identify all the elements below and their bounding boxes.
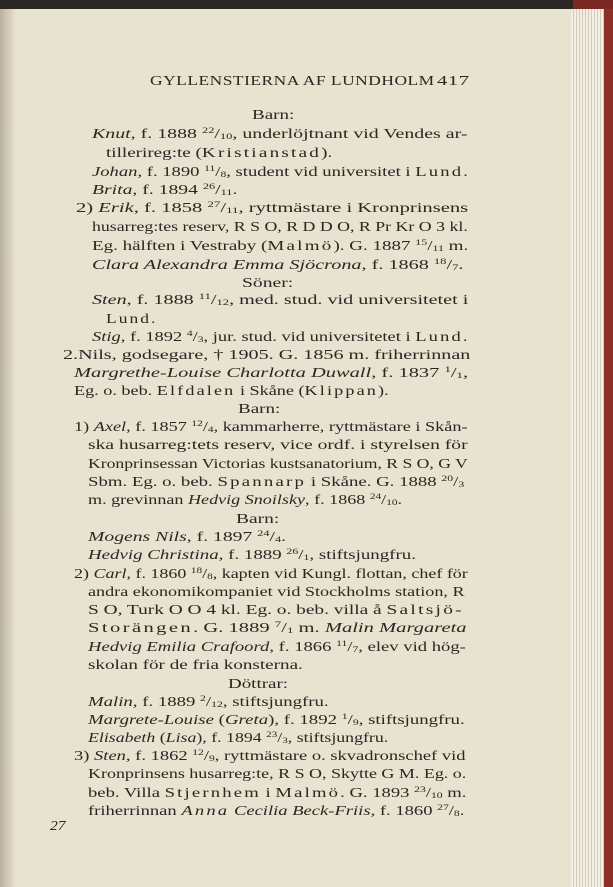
entry-line: ska husarreg:tets reserv, vice ordf. i styrelsen för (88, 437, 468, 452)
entry-line: 1) Axel, f. 1857 $^{12}/_4$, kammarherre, ryttmästare i Skån- (74, 418, 468, 434)
entry-line: 2) Erik, f. 1858 $^{27}/_{11}$, ryttmästare i Kronprinsens (76, 199, 469, 215)
entry-line: Kronprinsens husarreg:te, R S O, Skytte G M. Eg. o. (88, 766, 467, 781)
entry-line: Knut, f. 1888 $^{22}/_{10}$, underlöjtnant vid Vendes ar- (92, 125, 468, 141)
entry-line: beb. Villa Stjernhem i Malmö. G. 1893 $^{23}/_{10}$ m. (88, 784, 467, 800)
entry-line: friherrinnan Anna Cecilia Beck-Friis, f. 1860 $^{27}/_8$. (88, 802, 465, 818)
entry-line: Margrethe-Louise Charlotta Duwall, f. 1837 $^1/_1$, (74, 364, 469, 380)
entry-line: tillerireg:te (Kristianstad). (106, 145, 333, 160)
entry-line: Elisabeth (Lisa), f. 1894 $^{23}/_3$, stiftsjungfru. (88, 729, 389, 745)
entry-line: Clara Alexandra Emma Sjöcrona, f. 1868 $^{18}/_7$. (92, 256, 464, 272)
entry-line: Sten, f. 1888 $^{11}/_{12}$, med. stud. vid universitetet i (92, 291, 469, 307)
entry-line: Malin, f. 1889 $^2/_{12}$, stiftsjungfru. (88, 693, 329, 709)
running-header: GYLLENSTIERNA AF LUNDHOLM (150, 73, 435, 88)
entry-line: 2) Carl, f. 1860 $^{18}/_8$, kapten vid Kungl. flottan, chef för (74, 565, 468, 581)
entry-line: 2.Nils, godsegare, † 1905. G. 1856 m. friherrinnan (63, 347, 471, 362)
heading-dottrar: Döttrar: (228, 676, 289, 691)
entry-line: Eg. hälften i Vestraby (Malmö). G. 1887 $^{15}/_{11}$ m. (92, 237, 469, 253)
heading-barn: Barn: (238, 401, 281, 416)
entry-line: 3) Sten, f. 1862 $^{12}/_9$, ryttmästare o. skvadronschef vid (74, 747, 466, 763)
entry-line: husarreg:tes reserv, R S O, R D D O, R Pr Kr O 3 kl. (92, 219, 468, 234)
entry-line: Mogens Nils, f. 1897 $^{24}/_4$. (88, 528, 287, 544)
entry-line: Stig, f. 1892 $^4/_3$, jur. stud. vid universitetet i Lund. (92, 328, 468, 344)
book-top-edge (0, 0, 613, 9)
heading-barn: Barn: (236, 511, 280, 526)
entry-line: Eg. o. beb. Elfdalen i Skåne (Klippan). (74, 383, 389, 398)
entry-line: Kronprinsessan Victorias kustsanatorium, R S O, G V (88, 456, 468, 471)
entry-line: Hedvig Christina, f. 1889 $^{26}/_1$, stiftsjungfru. (88, 546, 416, 562)
entry-line: Storängen. G. 1889 $^7/_1$ m. Malin Margareta (88, 619, 467, 635)
book-cover-edge (604, 9, 613, 887)
gutter-shadow (0, 9, 16, 887)
page-number: 417 (437, 73, 470, 88)
entry-line: Brita, f. 1894 $^{26}/_{11}$. (92, 181, 238, 197)
entry-line: Lund. (106, 311, 156, 326)
heading-soner: Söner: (242, 275, 294, 290)
entry-line: S O, Turk O O 4 kl. Eg. o. beb. villa å Saltsjö- (88, 602, 464, 617)
entry-line: Hedvig Emilia Crafoord, f. 1866 $^{11}/_7$, elev vid hög- (88, 638, 466, 654)
entry-line: Margrete-Louise (Greta), f. 1892 $^1/_9$, stiftsjungfru. (88, 711, 465, 727)
entry-line: andra ekonomikompaniet vid Stockholms station, R (88, 584, 465, 599)
entry-line: skolan för de fria konsterna. (88, 657, 303, 672)
entry-line: Sbm. Eg. o. beb. Spannarp i Skåne. G. 1888 $^{20}/_3$ (88, 473, 465, 489)
signature-mark: 27 (50, 818, 66, 833)
heading-barn: Barn: (252, 107, 295, 122)
entry-line: Johan, f. 1890 $^{11}/_8$, student vid universitet i Lund. (92, 163, 468, 179)
entry-line: m. grevinnan Hedvig Snoilsky, f. 1868 $^{24}/_{10}$. (88, 491, 403, 507)
